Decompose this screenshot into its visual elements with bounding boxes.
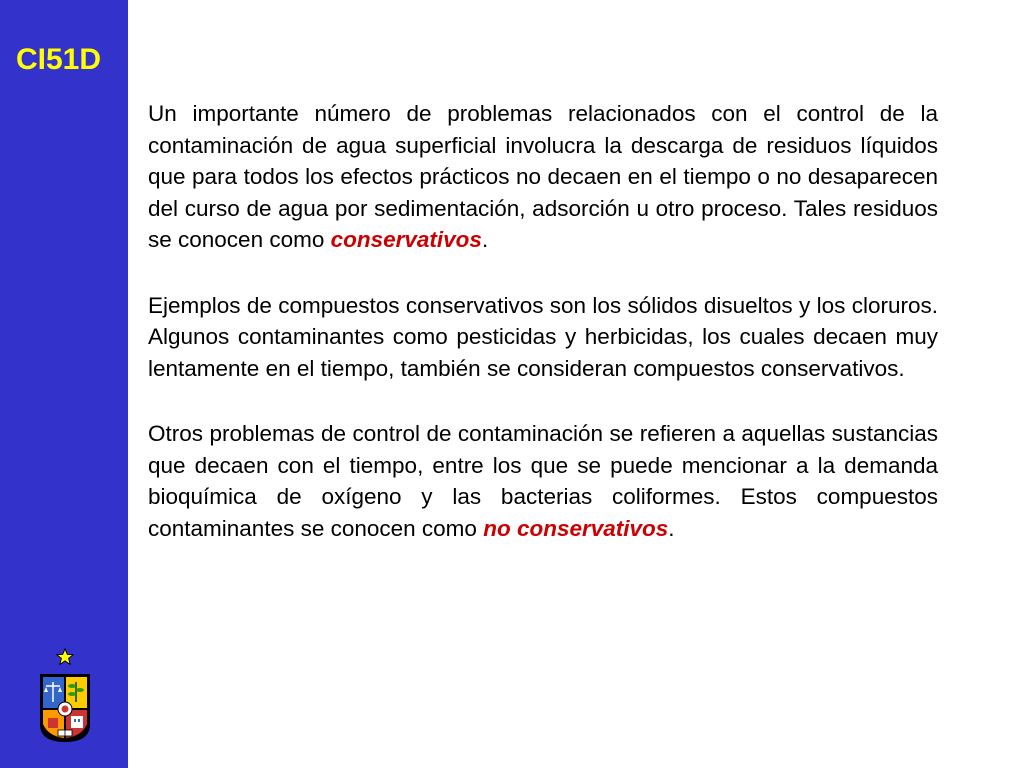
paragraph-examples — [148, 290, 938, 385]
paragraph-text: Un importante número de problemas relacionados con el control de la contaminación de agua superficial involucra la descarga de residuos líquidos que para todos los efectos prácticos no decaen en el tiempo o no desaparecen del curso de agua por sedimentación, adsorción u otro proceso. Tales residuos se conocen como — [148, 101, 938, 252]
paragraph-conservativos — [148, 98, 938, 256]
sidebar — [0, 0, 128, 768]
emphasis-term: conservativos — [330, 227, 482, 252]
course-code-title: CI51D — [16, 43, 102, 76]
paragraph-text: Ejemplos de compuestos conservativos son los sólidos disueltos y los cloruros. Algunos contaminantes como pesticidas y herbicidas, los cuales decaen muy lentamente en el tiempo, también se consideran compuestos conservativos. — [148, 292, 938, 381]
paragraph-no-conservativos — [148, 418, 938, 544]
university-shield-icon — [38, 672, 92, 744]
paragraph-suffix: . — [668, 515, 675, 541]
star-icon — [56, 648, 74, 666]
paragraph-suffix: . — [481, 227, 489, 252]
main-content — [148, 98, 938, 578]
paragraph-text: Otros problemas de control de contaminación se refieren a aquellas sustancias que decaen con el tiempo, entre los que se puede mencionar a la demanda bioquímica de oxígeno y las bacterias coliformes. Estos compuestos contaminantes se conocen como — [148, 421, 938, 541]
emphasis-term: no conservativos — [483, 515, 669, 541]
